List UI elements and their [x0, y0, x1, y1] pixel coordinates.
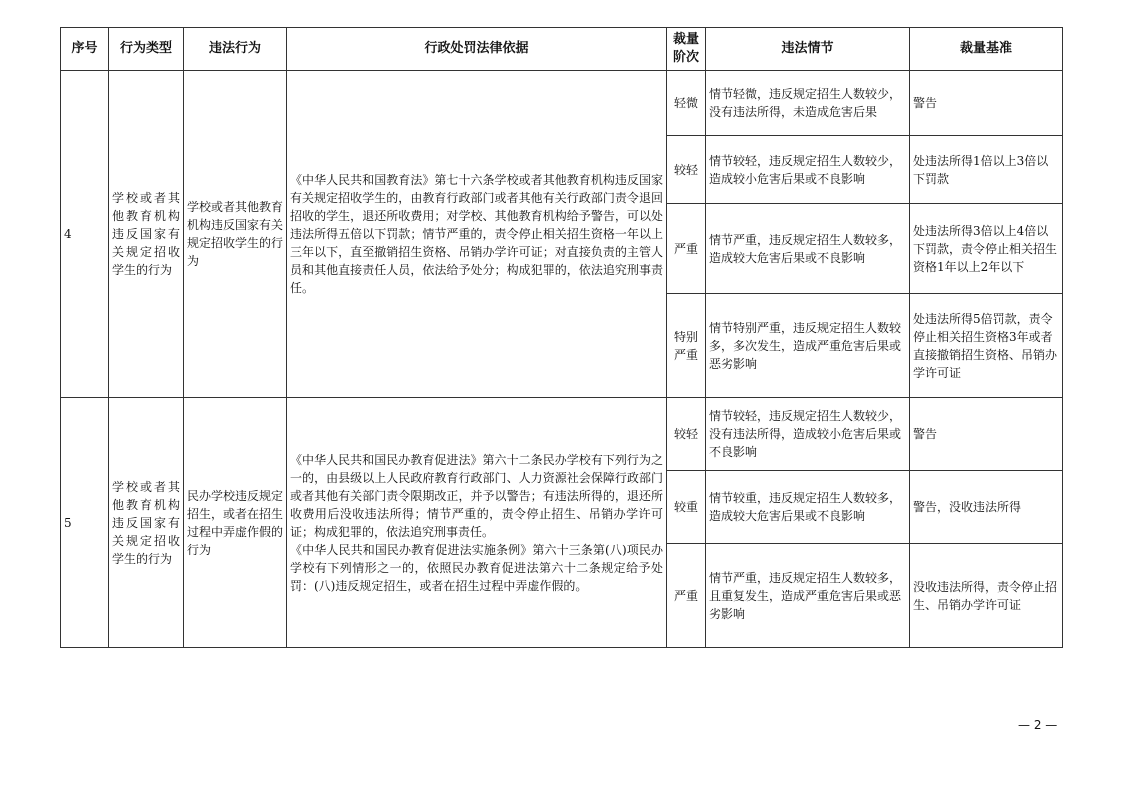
row-behavior-type: 学校或者其他教育机构违反国家有关规定招收学生的行为 — [109, 71, 184, 398]
violation-circumstance: 情节较重，违反规定招生人数较多，造成较大危害后果或不良影响 — [706, 471, 910, 544]
header-discretion-standard: 裁量基准 — [910, 28, 1063, 71]
violation-circumstance: 情节轻微，违反规定招生人数较少，没有违法所得，未造成危害后果 — [706, 71, 910, 136]
table-row — [61, 71, 1063, 136]
violation-circumstance: 情节严重，违反规定招生人数较多，造成较大危害后果或不良影响 — [706, 204, 910, 294]
header-serial: 序号 — [61, 28, 109, 71]
row-serial: 5 — [61, 398, 109, 648]
discretion-level: 严重 — [667, 544, 706, 648]
discretion-standard: 处违法所得1倍以上3倍以下罚款 — [910, 136, 1063, 204]
discretion-standard: 警告，没收违法所得 — [910, 471, 1063, 544]
discretion-level: 较轻 — [667, 136, 706, 204]
header-discretion-level: 裁量阶次 — [667, 28, 706, 71]
violation-circumstance: 情节特别严重，违反规定招生人数较多，多次发生，造成严重危害后果或恶劣影响 — [706, 294, 910, 398]
discretion-level: 较轻 — [667, 398, 706, 471]
table-header-row — [61, 28, 1063, 71]
penalty-standard-table — [60, 27, 1063, 648]
header-legal-basis: 行政处罚法律依据 — [287, 28, 667, 71]
discretion-standard: 处违法所得3倍以上4倍以下罚款，责令停止相关招生资格1年以上2年以下 — [910, 204, 1063, 294]
table-row — [61, 398, 1063, 471]
discretion-standard: 警告 — [910, 398, 1063, 471]
row-illegal-act: 民办学校违反规定招生，或者在招生过程中弄虚作假的行为 — [184, 398, 287, 648]
legal-basis-paragraph: 《中华人民共和国民办教育促进法实施条例》第六十三条第(八)项民办学校有下列情形之一的，依照民办教育促进法第六十二条规定给予处罚：(八)违反规定招生，或者在招生过程中弄虚作假的。 — [290, 542, 663, 593]
discretion-level: 轻微 — [667, 71, 706, 136]
violation-circumstance: 情节较轻，违反规定招生人数较少，造成较小危害后果或不良影响 — [706, 136, 910, 204]
violation-circumstance: 情节较轻，违反规定招生人数较少，没有违法所得，造成较小危害后果或不良影响 — [706, 398, 910, 471]
row-legal-basis — [287, 71, 667, 398]
row-illegal-act: 学校或者其他教育机构违反国家有关规定招收学生的行为 — [184, 71, 287, 398]
row-serial: 4 — [61, 71, 109, 398]
discretion-level: 较重 — [667, 471, 706, 544]
header-illegal-act: 违法行为 — [184, 28, 287, 71]
discretion-standard: 没收违法所得，责令停止招生、吊销办学许可证 — [910, 544, 1063, 648]
discretion-level: 特别严重 — [667, 294, 706, 398]
violation-circumstance: 情节严重，违反规定招生人数较多，且重复发生，造成严重危害后果或恶劣影响 — [706, 544, 910, 648]
discretion-level: 严重 — [667, 204, 706, 294]
header-behavior-type: 行为类型 — [109, 28, 184, 71]
row-legal-basis — [287, 398, 667, 648]
row-behavior-type: 学校或者其他教育机构违反国家有关规定招收学生的行为 — [109, 398, 184, 648]
discretion-standard: 警告 — [910, 71, 1063, 136]
legal-basis-paragraph: 《中华人民共和国教育法》第七十六条学校或者其他教育机构违反国家有关规定招收学生的，由教育行政部门或者其他有关行政部门责令退回招收的学生，退还所收费用；对学校、其他教育机构给予警告，可以处违法所得五倍以下罚款；情节严重的，责令停止相关招生资格一年以上三年以下，直至撤销招生资格、吊销办学许可证；对直接负责的主管人员和其他直接责任人员，依法给予处分；构成犯罪的，依法追究刑事责任。 — [290, 173, 663, 295]
discretion-standard: 处违法所得5倍罚款，责令停止相关招生资格3年或者直接撤销招生资格、吊销办学许可证 — [910, 294, 1063, 398]
header-violation-circumstance: 违法情节 — [706, 28, 910, 71]
legal-basis-paragraph: 《中华人民共和国民办教育促进法》第六十二条民办学校有下列行为之一的，由县级以上人民政府教育行政部门、人力资源社会保障行政部门或者其他有关部门责令限期改正，并予以警告；有违法所得的，退还所收费用后没收违法所得；情节严重的，责令停止招生、吊销办学许可证；构成犯罪的，依法追究刑事责任。 — [290, 452, 663, 539]
page-number: — 2 — — [1018, 718, 1058, 732]
